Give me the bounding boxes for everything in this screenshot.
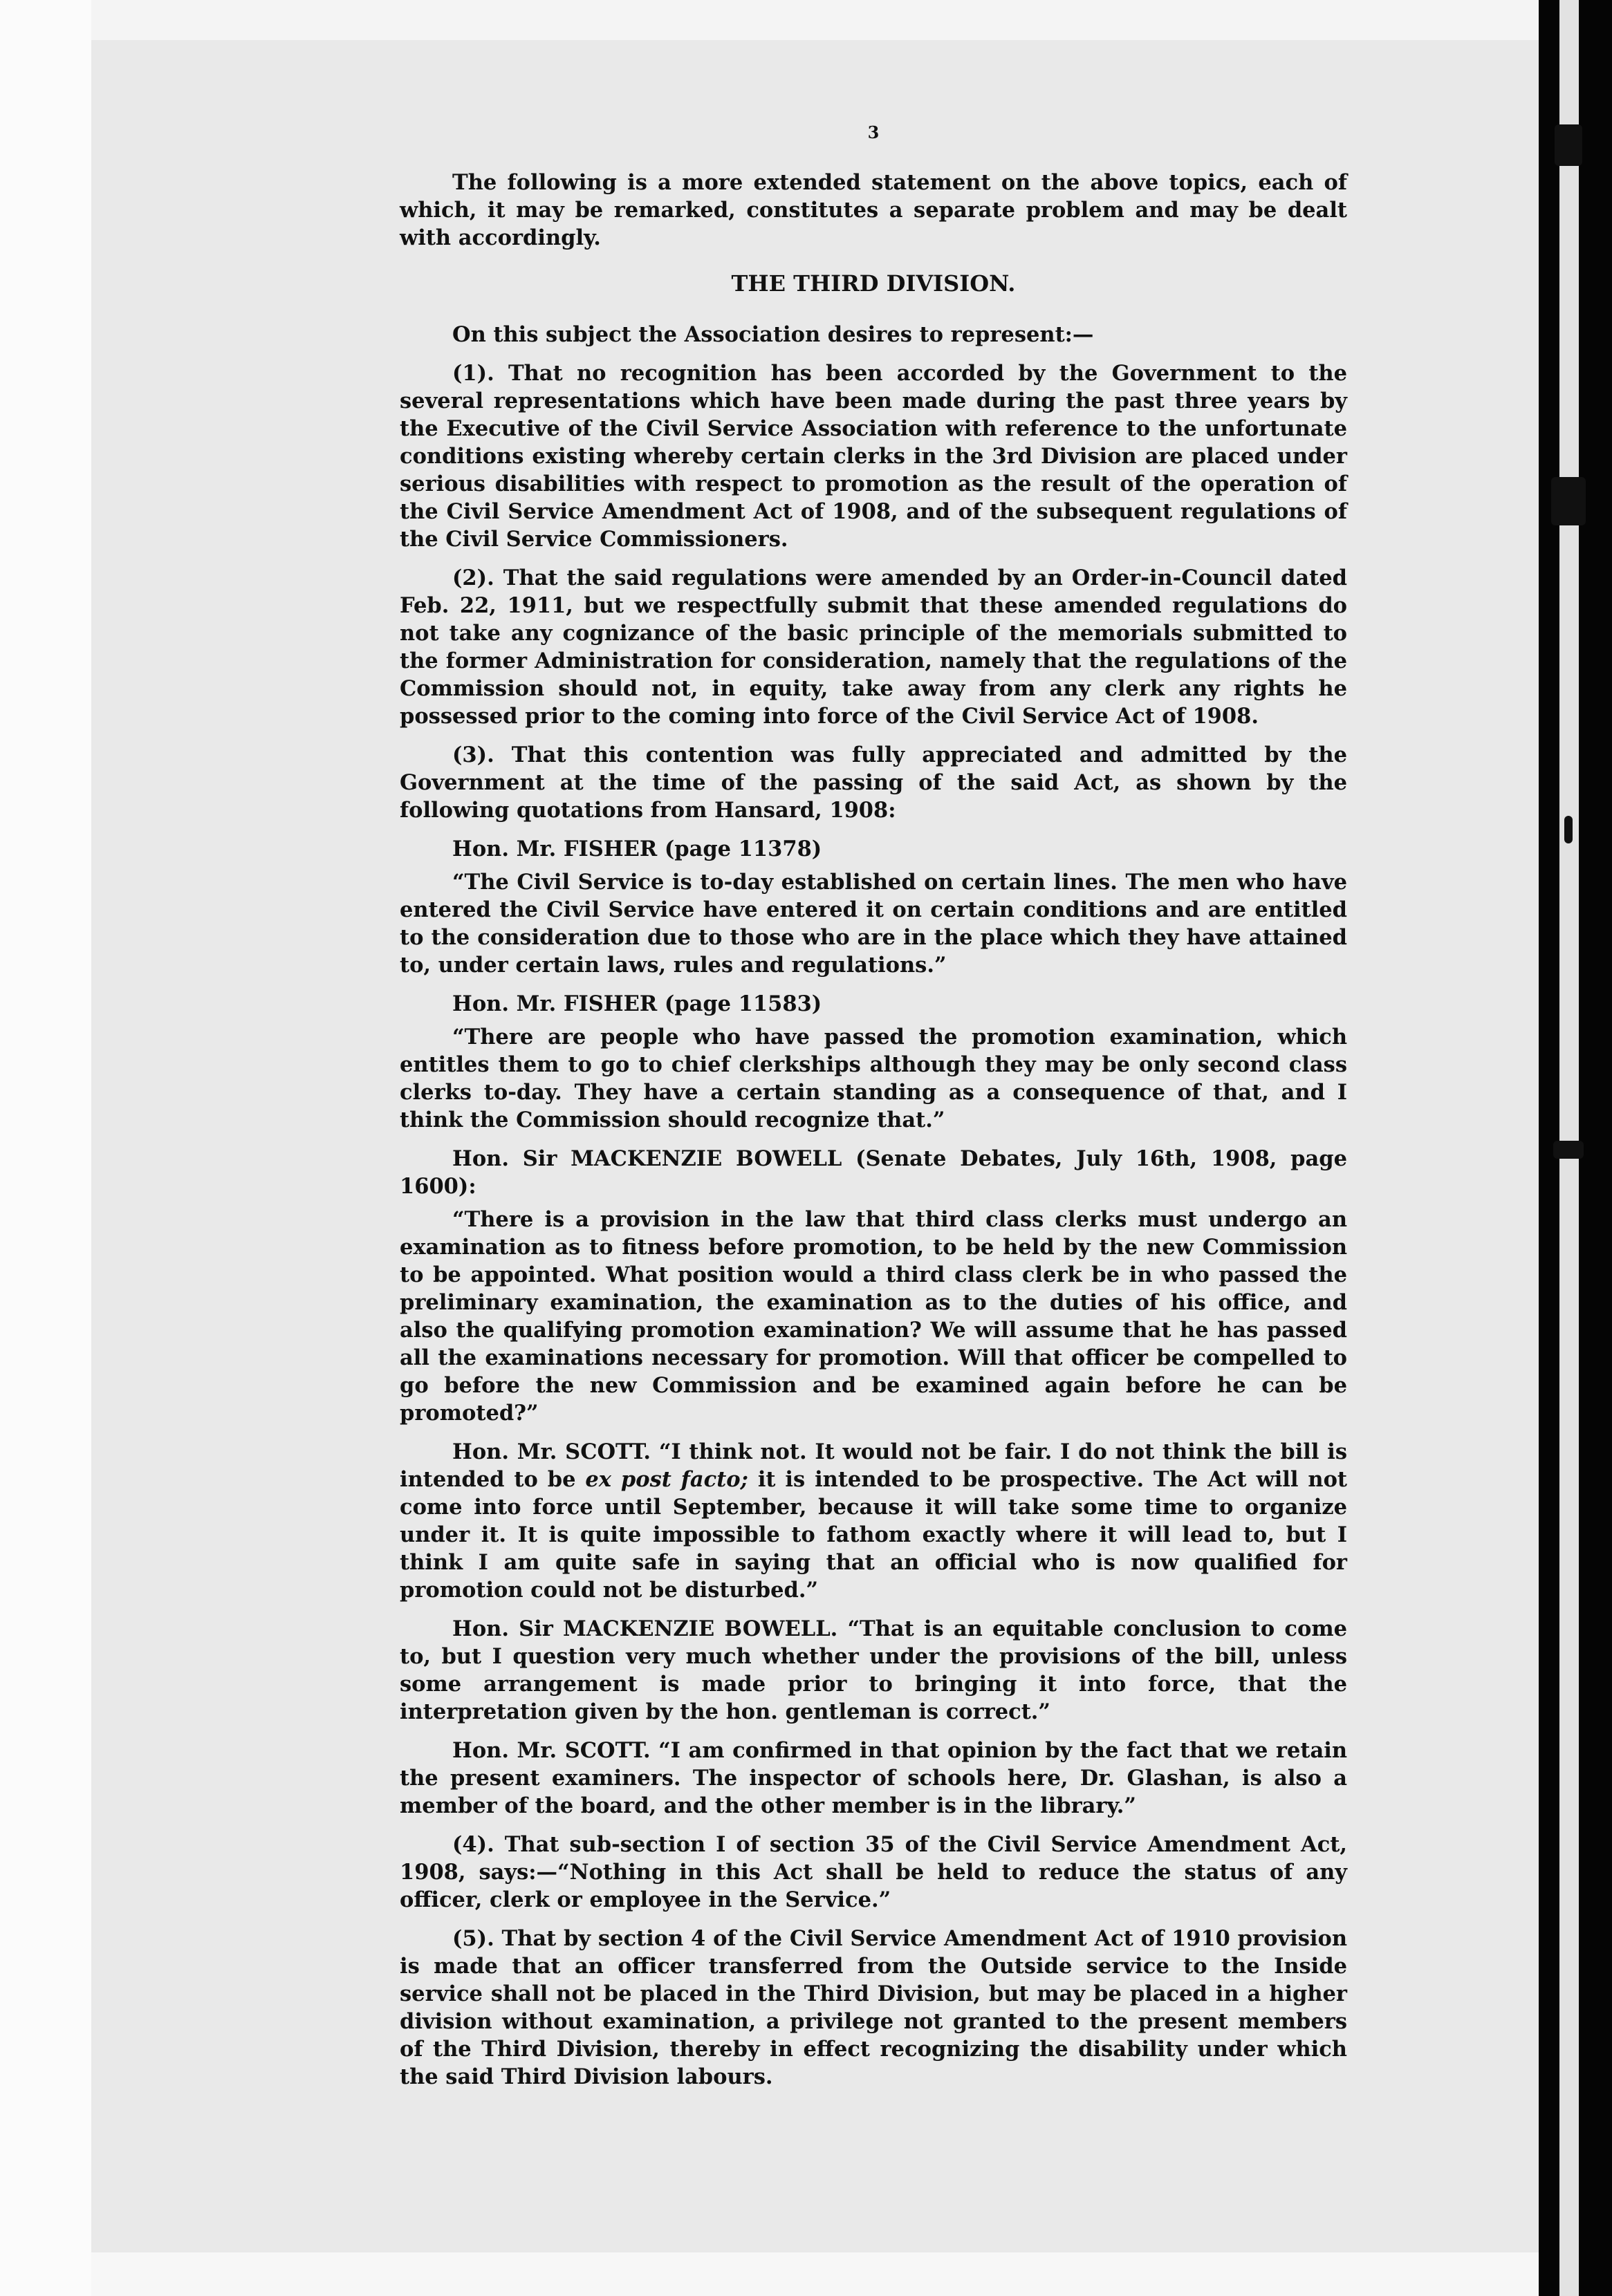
section-heading: THE THIRD DIVISION.	[731, 270, 1016, 297]
binding-mark	[1551, 477, 1586, 525]
quote-3-text: “There is a provision in the law that third class clerks must undergo an examination as to fitness before promotion, to be held by the new Commission to be appointed. What position would a third class clerk be in who passed the preliminary examination, the examination as to the duties of his office, and also the qualifying promotion examination? We will assume that he has passed all the examinations necessary for promotion. Will that officer be compelled to go before the new Commission and be examined again before he can be promoted?”	[400, 1207, 1347, 1426]
scan-bottom-margin	[91, 2252, 1539, 2296]
quote-1-speaker: Hon. Mr. FISHER (page 11378)	[452, 837, 822, 861]
quote-6-paragraph: Hon. Mr. SCOTT. “I am confirmed in that opinion by the fact that we retain the present examiners. The inspector of schools here, Dr. Glashan, is also a member of the board, and the other member is in the library.”	[400, 1738, 1347, 1818]
binding-mark	[1553, 1141, 1584, 1159]
quote-4-paragraph	[400, 1438, 1347, 1604]
binding-mark	[1555, 124, 1582, 166]
quote-4-text-a: Hon. Mr. SCOTT. “I think not. It would not be fair. I do not think the bill is intended to be	[400, 1439, 1347, 1492]
scan-left-margin	[0, 0, 91, 2296]
intro-paragraph: The following is a more extended statement on the above topics, each of which, it may be remarked, constitutes a separate problem and may be dealt with accordingly.	[400, 170, 1347, 250]
quote-4-text-b: it is intended to be prospective. The Act will not come into force until September, because it will take some time to organize under it. It is quite impossible to fathom exactly where it will lead to, but I think I am quite safe in saying that an official who is now qualified for promotion could not be disturbed.”	[400, 1467, 1347, 1603]
paragraph-4: (4). That sub-section I of section 35 of the Civil Service Amendment Act, 1908, says:—“Nothing in this Act shall be held to reduce the status of any officer, clerk or employee in the Service.”	[400, 1832, 1347, 1912]
quote-5-paragraph: Hon. Sir MACKENZIE BOWELL. “That is an equitable conclusion to come to, but I question very much whether under the provisions of the bill, unless some arrangement is made prior to bringing it into force, that the interpretation given by the hon. gentleman is correct.”	[400, 1616, 1347, 1724]
quote-2-text: “There are people who have passed the promotion examination, which entitles them to go to chief clerkships although they may be only second class clerks to-day. They have a certain standing as a consequence of that, and I think the Commission should recognize that.”	[400, 1025, 1347, 1132]
paragraph-3: (3). That this contention was fully appreciated and admitted by the Government at the time of the passing of the said Act, as shown by the following quotations from Hansard, 1908:	[400, 743, 1347, 823]
quote-1-text: “The Civil Service is to-day established on certain lines. The men who have entered the Civil Service have entered it on certain conditions and are entitled to the consideration due to those who are in the place which they have attained to, under certain laws, rules and regulations.”	[400, 870, 1347, 978]
paragraph-5: (5). That by section 4 of the Civil Service Amendment Act of 1910 provision is made that an officer transferred from the Outside service to the Inside service shall not be placed in the Third Division, but may be placed in a higher division without examination, a privilege not granted to the present members of the Third Division, thereby in effect recognizing the disability under which the said Third Division labours.	[400, 1926, 1347, 2089]
paragraph-1: (1). That no recognition has been accorded by the Government to the several representations which have been made during the past three years by the Executive of the Civil Service Association with reference to the unfortunate conditions existing whereby certain clerks in the 3rd Division are placed under serious disabilities with respect to promotion as the result of the operation of the Civil Service Amendment Act of 1908, and of the subsequent regulations of the Civil Service Commissioners.	[400, 361, 1347, 552]
lead-paragraph: On this subject the Association desires to represent:—	[452, 322, 1094, 347]
document-body	[400, 119, 1347, 2102]
paragraph-2: (2). That the said regulations were amended by an Order-in-Council dated Feb. 22, 1911, but we respectfully submit that these amended regulations do not take any cognizance of the basic principle of the memorials submitted to the former Administration for consideration, namely that the regulations of the Commission should not, in equity, take away from any clerk any rights he possessed prior to the coming into force of the Civil Service Act of 1908.	[400, 566, 1347, 729]
page-number: 3	[867, 122, 880, 142]
quote-4-italic: ex post facto;	[585, 1467, 748, 1492]
binding-mark	[1564, 816, 1573, 843]
quote-2-speaker: Hon. Mr. FISHER (page 11583)	[452, 991, 822, 1016]
quote-3-speaker: Hon. Sir MACKENZIE BOWELL (Senate Debates, July 16th, 1908, page 1600):	[400, 1146, 1347, 1199]
